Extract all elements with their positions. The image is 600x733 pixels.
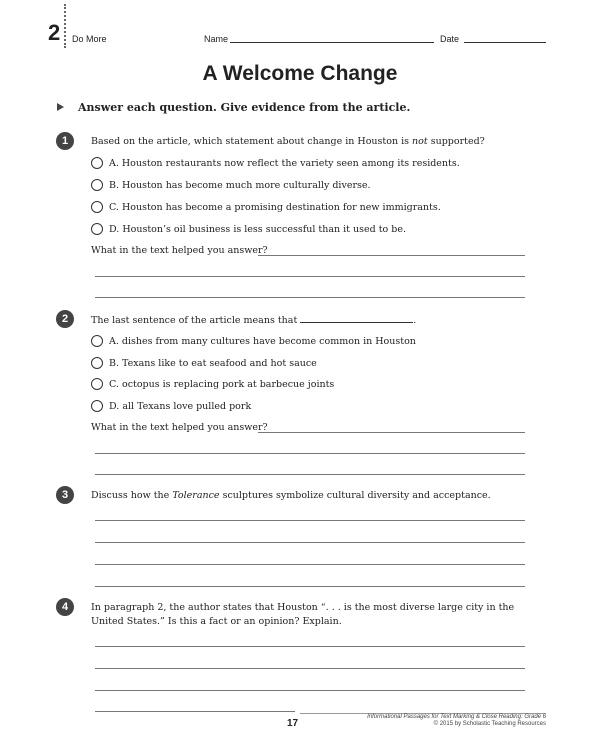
q4-answer-line[interactable]: [95, 668, 525, 669]
q3-answer-line[interactable]: [95, 520, 525, 521]
radio-circle-icon[interactable]: [91, 378, 103, 390]
radio-circle-icon[interactable]: [91, 223, 103, 235]
q2-answer-line[interactable]: [95, 453, 525, 454]
name-field[interactable]: [230, 42, 434, 43]
question-2-number: 2: [56, 310, 74, 328]
name-label: Name: [204, 34, 229, 44]
q1-option-b[interactable]: B. Houston has become much more culturally diverse.: [91, 179, 371, 191]
q1-evidence-line[interactable]: [258, 255, 525, 256]
question-1-number: 1: [56, 132, 74, 150]
q2-evidence-prompt: What in the text helped you answer?: [91, 422, 268, 433]
q1-option-a[interactable]: A. Houston restaurants now reflect the variety seen among its residents.: [91, 157, 460, 169]
q3-answer-line[interactable]: [95, 564, 525, 565]
question-3-number: 3: [56, 486, 74, 504]
q2-answer-line[interactable]: [95, 474, 525, 475]
q4-answer-line[interactable]: [95, 646, 525, 647]
lesson-number: 2: [48, 20, 61, 45]
dotted-divider: [64, 4, 66, 48]
q2-option-b[interactable]: B. Texans like to eat seafood and hot sauce: [91, 357, 317, 369]
footer-credits: [367, 714, 546, 728]
q2-option-c[interactable]: C. octopus is replacing pork at barbecue joints: [91, 378, 334, 390]
q2-option-a[interactable]: A. dishes from many cultures have become common in Houston: [91, 335, 416, 347]
question-4-number: 4: [56, 598, 74, 616]
q2-evidence-line[interactable]: [258, 432, 525, 433]
q4-answer-line[interactable]: [95, 711, 295, 712]
radio-circle-icon[interactable]: [91, 179, 103, 191]
date-field[interactable]: [464, 42, 546, 43]
book-title: Informational Passages for Text Marking & Close Reading: Grade 6: [367, 714, 546, 720]
q3-answer-line[interactable]: [95, 586, 525, 587]
q1-option-d[interactable]: D. Houston’s oil business is less successful than it used to be.: [91, 223, 406, 235]
radio-circle-icon[interactable]: [91, 157, 103, 169]
q1-answer-line[interactable]: [95, 297, 525, 298]
instructions: Answer each question. Give evidence from the article.: [78, 101, 411, 114]
question-2-text: The last sentence of the article means that .: [91, 315, 417, 326]
question-1-text: Based on the article, which statement about change in Houston is not supported?: [91, 136, 485, 147]
radio-circle-icon[interactable]: [91, 400, 103, 412]
q2-blank[interactable]: [300, 313, 413, 323]
q1-answer-line[interactable]: [95, 276, 525, 277]
question-3-text: Discuss how the Tolerance sculptures symbolize cultural diversity and acceptance.: [91, 490, 491, 501]
q3-answer-line[interactable]: [95, 542, 525, 543]
question-4-text: In paragraph 2, the author states that Houston “. . . is the most diverse large city in the United States.” Is this a fact or an opinion? Explain.: [91, 602, 515, 627]
radio-circle-icon[interactable]: [91, 335, 103, 347]
copyright: © 2015 by Scholastic Teaching Resources: [433, 721, 546, 727]
q1-evidence-prompt: What in the text helped you answer?: [91, 245, 268, 256]
q1-option-c[interactable]: C. Houston has become a promising destination for new immigrants.: [91, 201, 441, 213]
page-number: 17: [287, 718, 299, 729]
page-title: A Welcome Change: [202, 62, 398, 85]
section-label: Do More: [72, 34, 107, 44]
radio-circle-icon[interactable]: [91, 201, 103, 213]
date-label: Date: [440, 34, 460, 44]
q4-answer-line[interactable]: [95, 690, 525, 691]
radio-circle-icon[interactable]: [91, 357, 103, 369]
q2-option-d[interactable]: D. all Texans love pulled pork: [91, 400, 251, 412]
arrow-icon: [57, 103, 64, 111]
